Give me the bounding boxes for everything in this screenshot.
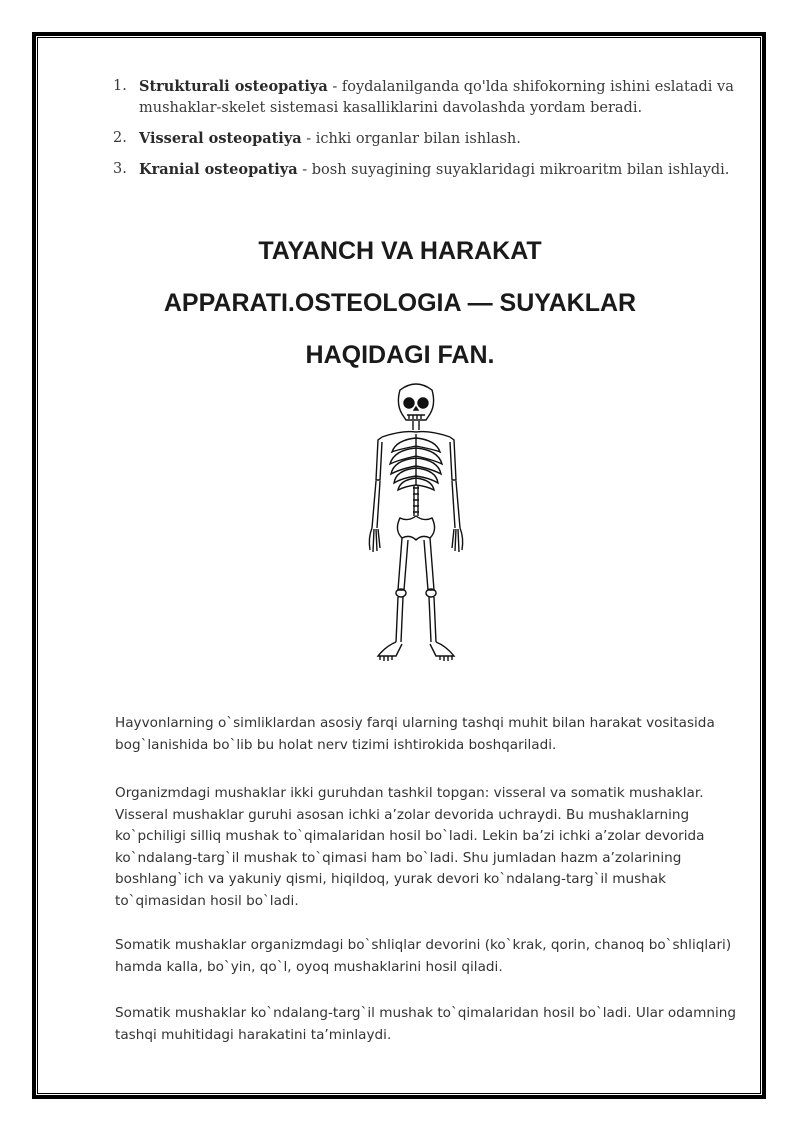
list-text: - foydalanilganda qo'lda shifokorning ishini eslatadi va mushaklar-skelet sistemasi kasalliklarini davolashda yordam beradi. (139, 79, 734, 116)
list-term: Strukturali osteopatiya (139, 78, 328, 95)
paragraph: Somatik mushaklar organizmdagi bo`shliqlar devorini (ko`krak, qorin, chanoq bo`shliqlari) hamda kalla, bo`yin, qo`l, oyoq mushaklarini hosil qiladi. (115, 937, 732, 975)
list-item (113, 159, 753, 181)
skeleton-illustration (356, 380, 476, 670)
paragraph: Organizmdagi mushaklar ikki guruhdan tashkil topgan: visseral va somatik mushaklar. Visseral mushaklar guruhi asosan ichki a’zolar devorida uchraydi. Bu mushaklarning ko`pchiligi silliq mushak to`qimalaridan hosil bo`ladi. Lekin ba’zi ichki a’zolar devorida ko`ndalang-targ`il mushak to`qimasi ham bo`ladi. Shu jumladan hazm a’zolarining boshlang`ich va yakuniy qismi, hiqildoq, yurak devori ko`ndalang-targ`il mushak to`qimasidan hosil bo`ladi. (115, 785, 705, 909)
list-number: 3. (113, 161, 127, 177)
list-item (113, 128, 753, 150)
list-text: - ichki organlar bilan ishlash. (301, 131, 521, 147)
paragraph: Hayvonlarning o`simliklardan asosiy farqi ularning tashqi muhit bilan harakat vositasida bog`lanishida bo`lib bu holat nerv tizimi ishtirokida boshqariladi. (115, 715, 715, 753)
osteopathy-types-list (113, 76, 753, 190)
list-term: Visseral osteopatiya (139, 130, 302, 147)
list-number: 1. (113, 78, 127, 94)
list-number: 2. (113, 130, 127, 146)
list-item (113, 76, 753, 119)
section-title: TAYANCH VA HARAKAT APPARATI.OSTEOLOGIA — SUYAKLAR HAQIDAGI FAN. (163, 237, 637, 369)
paragraph: Somatik mushaklar ko`ndalang-targ`il mushak to`qimalaridan hosil bo`ladi. Ular odamning tashqi muhitidagi harakatini ta’minlaydi. (115, 1005, 737, 1043)
list-term: Kranial osteopatiya (139, 161, 298, 178)
list-text: - bosh suyagining suyaklaridagi mikroaritm bilan ishlaydi. (297, 162, 730, 178)
